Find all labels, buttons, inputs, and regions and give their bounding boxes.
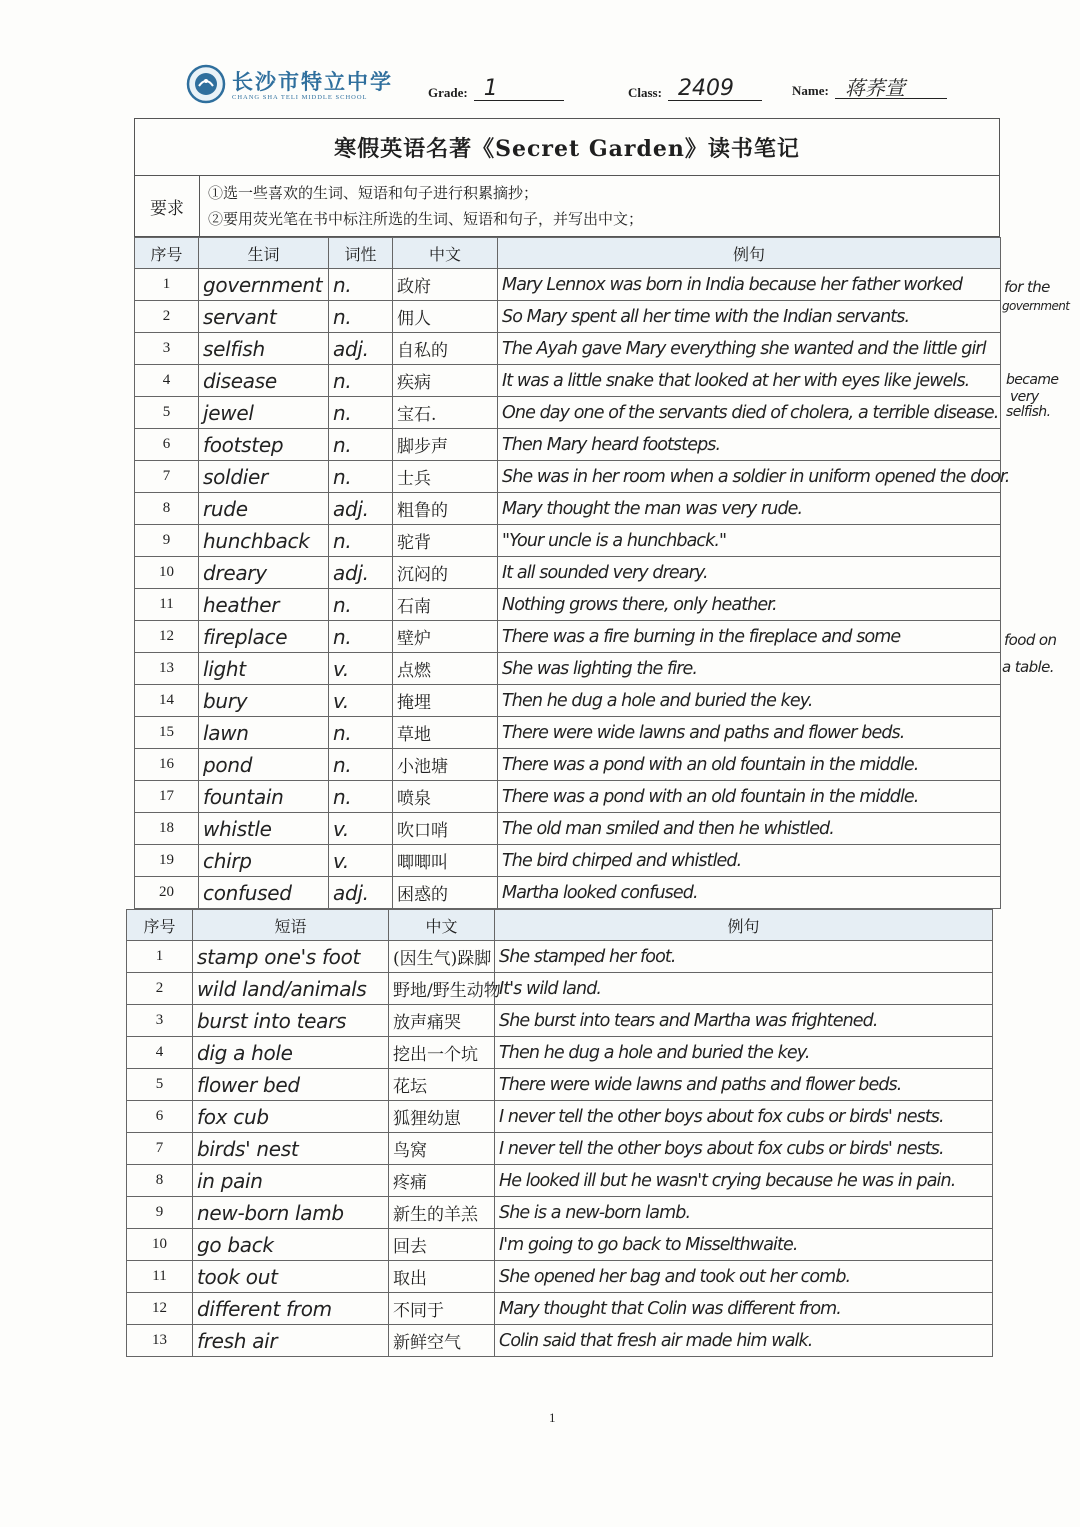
example-sentence: She was lighting the fire.	[498, 653, 1001, 685]
chinese-meaning: 士兵	[393, 461, 498, 493]
row-number: 2	[135, 301, 199, 333]
part-of-speech: n.	[329, 621, 393, 653]
phrases-table	[126, 909, 993, 1357]
vocabulary-word: confused	[199, 877, 329, 909]
chinese-meaning: 沉闷的	[393, 557, 498, 589]
vocabulary-row	[135, 269, 1001, 301]
col-header-chinese: 中文	[393, 238, 498, 269]
margin-note: selfish.	[1006, 404, 1051, 420]
vocabulary-row	[135, 621, 1001, 653]
school-name-en: CHANG SHA TELI MIDDLE SCHOOL	[232, 94, 368, 101]
vocabulary-row	[135, 653, 1001, 685]
vocabulary-table	[134, 237, 1010, 909]
vocabulary-word: selfish	[199, 333, 329, 365]
margin-note: a table.	[1002, 658, 1054, 676]
chinese-meaning: 驼背	[393, 525, 498, 557]
phrase-row	[127, 1229, 993, 1261]
chinese-meaning: 吹口哨	[393, 813, 498, 845]
row-number: 12	[127, 1293, 193, 1325]
vocabulary-row	[135, 589, 1001, 621]
name-value: 蒋荞萱	[835, 78, 947, 99]
requirement-line: ①选一些喜欢的生词、短语和句子进行积累摘抄；	[208, 184, 539, 202]
example-sentence: There was a pond with an old fountain in the middle.	[498, 781, 1001, 813]
vocabulary-row	[135, 301, 1001, 333]
vocabulary-row	[135, 813, 1001, 845]
chinese-meaning: 点燃	[393, 653, 498, 685]
example-sentence: I'm going to go back to Misselthwaite.	[495, 1229, 993, 1261]
example-sentence: Mary thought that Colin was different from.	[495, 1293, 993, 1325]
vocabulary-row	[135, 749, 1001, 781]
part-of-speech: v.	[329, 845, 393, 877]
grade-value: 1	[474, 78, 564, 101]
row-number: 11	[127, 1261, 193, 1293]
part-of-speech: adj.	[329, 333, 393, 365]
phrase: took out	[193, 1261, 389, 1293]
part-of-speech: n.	[329, 525, 393, 557]
part-of-speech: n.	[329, 589, 393, 621]
example-sentence: There were wide lawns and paths and flower beds.	[495, 1069, 993, 1101]
row-number: 7	[127, 1133, 193, 1165]
example-sentence: Then he dug a hole and buried the key.	[498, 685, 1001, 717]
row-number: 5	[135, 397, 199, 429]
row-number: 5	[127, 1069, 193, 1101]
phrase: go back	[193, 1229, 389, 1261]
chinese-meaning: 政府	[393, 269, 498, 301]
example-sentence: One day one of the servants died of cholera, a terrible disease.	[498, 397, 1001, 429]
row-number: 13	[135, 653, 199, 685]
row-number: 6	[135, 429, 199, 461]
part-of-speech: adj.	[329, 493, 393, 525]
chinese-meaning: 鸟窝	[389, 1133, 495, 1165]
phrase-row	[127, 1325, 993, 1357]
row-number: 3	[135, 333, 199, 365]
row-number: 1	[127, 941, 193, 973]
example-sentence: There were wide lawns and paths and flower beds.	[498, 717, 1001, 749]
phrase-row	[127, 941, 993, 973]
part-of-speech: n.	[329, 781, 393, 813]
phrases-header-row	[127, 910, 993, 941]
page-number: 1	[549, 1410, 556, 1425]
row-number: 9	[127, 1197, 193, 1229]
name-label: Name:	[792, 83, 829, 98]
example-sentence: Martha looked confused.	[498, 877, 1001, 909]
phrase: fresh air	[193, 1325, 389, 1357]
chinese-meaning: 草地	[393, 717, 498, 749]
row-number: 6	[127, 1101, 193, 1133]
example-sentence: He looked ill but he wasn't crying because he was in pain.	[495, 1165, 993, 1197]
chinese-meaning: 挖出一个坑	[389, 1037, 495, 1069]
part-of-speech: n.	[329, 269, 393, 301]
col-header-chinese: 中文	[389, 910, 495, 941]
chinese-meaning: 花坛	[389, 1069, 495, 1101]
chinese-meaning: 困惑的	[393, 877, 498, 909]
reading-notes-sheet	[134, 118, 1010, 1357]
vocabulary-word: government	[199, 269, 329, 301]
vocabulary-word: footstep	[199, 429, 329, 461]
example-sentence: It all sounded very dreary.	[498, 557, 1001, 589]
requirements-label: 要求	[135, 176, 200, 236]
chinese-meaning: 疾病	[393, 365, 498, 397]
chinese-meaning: 野地/野生动物	[389, 973, 495, 1005]
phrase: wild land/animals	[193, 973, 389, 1005]
part-of-speech: v.	[329, 653, 393, 685]
phrase: stamp one's foot	[193, 941, 389, 973]
vocabulary-row	[135, 429, 1001, 461]
chinese-meaning: 喷泉	[393, 781, 498, 813]
vocabulary-row	[135, 493, 1001, 525]
col-header-example: 例句	[498, 238, 1001, 269]
phrase-row	[127, 1101, 993, 1133]
row-number: 16	[135, 749, 199, 781]
vocabulary-word: servant	[199, 301, 329, 333]
row-number: 11	[135, 589, 199, 621]
col-header-number: 序号	[135, 238, 199, 269]
phrase: dig a hole	[193, 1037, 389, 1069]
chinese-meaning: 掩埋	[393, 685, 498, 717]
phrase-row	[127, 1005, 993, 1037]
vocabulary-word: disease	[199, 365, 329, 397]
school-logo-icon	[186, 64, 226, 104]
vocabulary-word: heather	[199, 589, 329, 621]
phrase: birds' nest	[193, 1133, 389, 1165]
margin-note: became	[1006, 372, 1059, 388]
vocabulary-word: chirp	[199, 845, 329, 877]
example-sentence: It's wild land.	[495, 973, 993, 1005]
margin-note: government	[1002, 299, 1070, 313]
phrase-row	[127, 1133, 993, 1165]
example-sentence: Colin said that fresh air made him walk.	[495, 1325, 993, 1357]
part-of-speech: adj.	[329, 877, 393, 909]
col-header-example: 例句	[495, 910, 993, 941]
example-sentence: There was a fire burning in the fireplace and some	[498, 621, 1001, 653]
example-sentence: Then Mary heard footsteps.	[498, 429, 1001, 461]
requirements-box	[134, 175, 1000, 237]
example-sentence: It was a little snake that looked at her with eyes like jewels.	[498, 365, 1001, 397]
example-sentence: Then he dug a hole and buried the key.	[495, 1037, 993, 1069]
phrase: fox cub	[193, 1101, 389, 1133]
vocabulary-row	[135, 781, 1001, 813]
phrase: burst into tears	[193, 1005, 389, 1037]
chinese-meaning: 放声痛哭	[389, 1005, 495, 1037]
example-sentence: I never tell the other boys about fox cubs or birds' nests.	[495, 1133, 993, 1165]
example-sentence: I never tell the other boys about fox cubs or birds' nests.	[495, 1101, 993, 1133]
row-number: 7	[135, 461, 199, 493]
row-number: 9	[135, 525, 199, 557]
example-sentence: She opened her bag and took out her comb.	[495, 1261, 993, 1293]
example-sentence: The old man smiled and then he whistled.	[498, 813, 1001, 845]
margin-note: very	[1010, 389, 1039, 405]
chinese-meaning: 小池塘	[393, 749, 498, 781]
row-number: 13	[127, 1325, 193, 1357]
example-sentence: She was in her room when a soldier in uniform opened the door.	[498, 461, 1001, 493]
vocabulary-row	[135, 557, 1001, 589]
margin-note: for the	[1004, 278, 1050, 296]
page-header	[186, 64, 966, 114]
row-number: 3	[127, 1005, 193, 1037]
row-number: 4	[135, 365, 199, 397]
chinese-meaning: 石南	[393, 589, 498, 621]
chinese-meaning: 狐狸幼崽	[389, 1101, 495, 1133]
part-of-speech: n.	[329, 397, 393, 429]
phrase-row	[127, 1165, 993, 1197]
example-sentence: The bird chirped and whistled.	[498, 845, 1001, 877]
vocabulary-word: lawn	[199, 717, 329, 749]
chinese-meaning: 疼痛	[389, 1165, 495, 1197]
example-sentence: "Your uncle is a hunchback."	[498, 525, 1001, 557]
grade-field	[428, 78, 564, 101]
phrase: in pain	[193, 1165, 389, 1197]
vocabulary-word: hunchback	[199, 525, 329, 557]
part-of-speech: v.	[329, 813, 393, 845]
phrase-row	[127, 1069, 993, 1101]
phrase-row	[127, 1037, 993, 1069]
col-header-word: 生词	[199, 238, 329, 269]
chinese-meaning: 宝石.	[393, 397, 498, 429]
row-number: 12	[135, 621, 199, 653]
vocabulary-row	[135, 525, 1001, 557]
requirements-body	[200, 176, 999, 236]
phrase-row	[127, 1197, 993, 1229]
part-of-speech: v.	[329, 685, 393, 717]
row-number: 19	[135, 845, 199, 877]
vocabulary-word: dreary	[199, 557, 329, 589]
row-number: 8	[135, 493, 199, 525]
chinese-meaning: (因生气)跺脚	[389, 941, 495, 973]
chinese-meaning: 脚步声	[393, 429, 498, 461]
requirement-line: ②要用荧光笔在书中标注所选的生词、短语和句子，并写出中文；	[208, 210, 644, 228]
vocabulary-row	[135, 333, 1001, 365]
example-sentence: So Mary spent all her time with the Indian servants.	[498, 301, 1001, 333]
vocabulary-word: fireplace	[199, 621, 329, 653]
example-sentence: Nothing grows there, only heather.	[498, 589, 1001, 621]
phrase-row	[127, 1261, 993, 1293]
name-field	[792, 78, 947, 99]
row-number: 2	[127, 973, 193, 1005]
example-sentence: Mary thought the man was very rude.	[498, 493, 1001, 525]
part-of-speech: n.	[329, 749, 393, 781]
vocabulary-row	[135, 717, 1001, 749]
row-number: 18	[135, 813, 199, 845]
part-of-speech: n.	[329, 429, 393, 461]
row-number: 10	[135, 557, 199, 589]
phrase: flower bed	[193, 1069, 389, 1101]
vocabulary-word: pond	[199, 749, 329, 781]
chinese-meaning: 自私的	[393, 333, 498, 365]
class-field	[628, 78, 762, 101]
example-sentence: She stamped her foot.	[495, 941, 993, 973]
example-sentence: She is a new-born lamb.	[495, 1197, 993, 1229]
chinese-meaning: 取出	[389, 1261, 495, 1293]
row-number: 4	[127, 1037, 193, 1069]
vocabulary-word: soldier	[199, 461, 329, 493]
phrase: new-born lamb	[193, 1197, 389, 1229]
part-of-speech: adj.	[329, 557, 393, 589]
example-sentence: There was a pond with an old fountain in the middle.	[498, 749, 1001, 781]
margin-note: food on	[1004, 631, 1057, 649]
row-number: 14	[135, 685, 199, 717]
vocabulary-row	[135, 365, 1001, 397]
chinese-meaning: 唧唧叫	[393, 845, 498, 877]
vocabulary-row	[135, 877, 1001, 909]
part-of-speech: n.	[329, 461, 393, 493]
row-number: 10	[127, 1229, 193, 1261]
row-number: 17	[135, 781, 199, 813]
vocabulary-word: fountain	[199, 781, 329, 813]
example-sentence: The Ayah gave Mary everything she wanted and the little girl	[498, 333, 1001, 365]
vocabulary-header-row	[135, 238, 1001, 269]
vocabulary-row	[135, 397, 1001, 429]
school-name: 长沙市特立中学	[232, 69, 393, 94]
class-label: Class:	[628, 85, 662, 100]
vocabulary-row	[135, 461, 1001, 493]
row-number: 1	[135, 269, 199, 301]
chinese-meaning: 回去	[389, 1229, 495, 1261]
chinese-meaning: 新鲜空气	[389, 1325, 495, 1357]
part-of-speech: n.	[329, 301, 393, 333]
chinese-meaning: 佣人	[393, 301, 498, 333]
part-of-speech: n.	[329, 365, 393, 397]
vocabulary-word: bury	[199, 685, 329, 717]
chinese-meaning: 粗鲁的	[393, 493, 498, 525]
chinese-meaning: 壁炉	[393, 621, 498, 653]
vocabulary-word: rude	[199, 493, 329, 525]
example-sentence: She burst into tears and Martha was frightened.	[495, 1005, 993, 1037]
part-of-speech: n.	[329, 717, 393, 749]
vocabulary-row	[135, 685, 1001, 717]
row-number: 20	[135, 877, 199, 909]
col-header-pos: 词性	[329, 238, 393, 269]
vocabulary-row	[135, 845, 1001, 877]
example-sentence: Mary Lennox was born in India because her father worked	[498, 269, 1001, 301]
vocabulary-word: jewel	[199, 397, 329, 429]
vocabulary-word: light	[199, 653, 329, 685]
col-header-phrase: 短语	[193, 910, 389, 941]
vocabulary-word: whistle	[199, 813, 329, 845]
phrase: different from	[193, 1293, 389, 1325]
chinese-meaning: 不同于	[389, 1293, 495, 1325]
row-number: 8	[127, 1165, 193, 1197]
col-header-number: 序号	[127, 910, 193, 941]
phrase-row	[127, 973, 993, 1005]
row-number: 15	[135, 717, 199, 749]
class-value: 2409	[668, 78, 762, 101]
phrase-row	[127, 1293, 993, 1325]
chinese-meaning: 新生的羊羔	[389, 1197, 495, 1229]
sheet-title: 寒假英语名著《Secret Garden》读书笔记	[134, 118, 1000, 175]
grade-label: Grade:	[428, 85, 468, 100]
